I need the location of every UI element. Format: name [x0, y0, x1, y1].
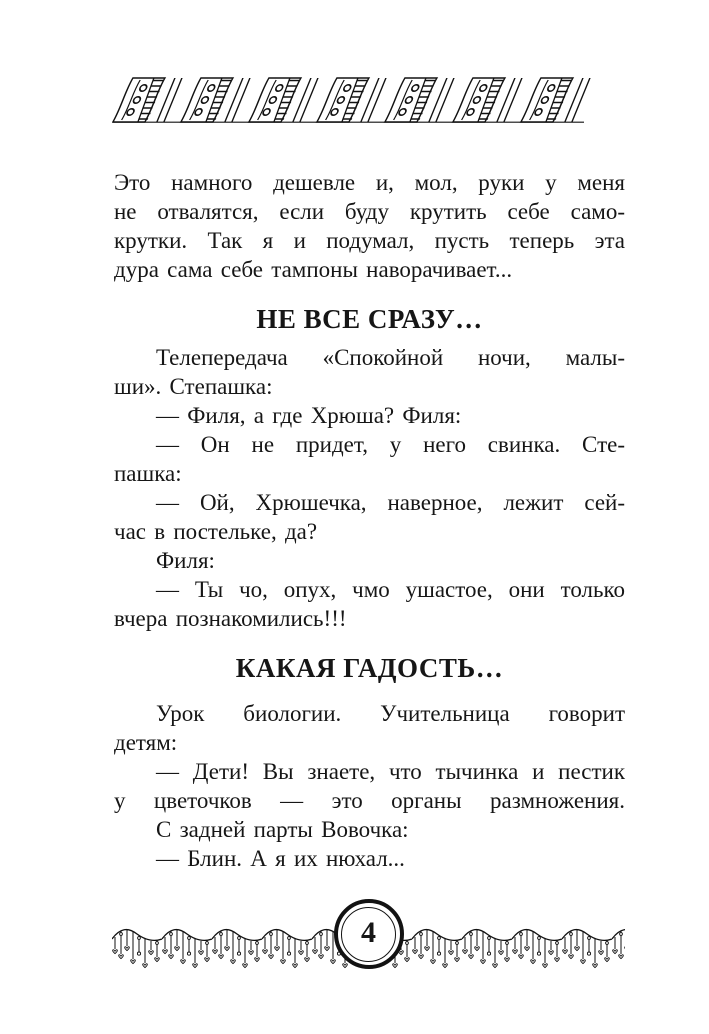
paragraph	[114, 575, 625, 633]
paragraph	[114, 401, 625, 430]
text-line: — Дети! Вы знаете, что тычинка и пестик	[156, 759, 625, 784]
page-number-badge	[334, 899, 404, 969]
intro-paragraph	[114, 168, 625, 284]
section-title-1: НЕ ВСЕ СРАЗУ…	[256, 304, 483, 334]
text-line: вчера познакомились!!!	[114, 606, 347, 631]
text-line: Это намного дешевле и, мол, руки у меня	[114, 170, 625, 195]
page-number-inner-ring	[341, 907, 396, 962]
text-line: Телепередача «Спокойной ночи, малы-	[156, 345, 625, 370]
text-column	[0, 75, 709, 873]
text-line: — Ой, Хрюшечка, наверное, лежит сей-	[156, 490, 625, 515]
paragraph	[114, 844, 625, 873]
page-number: 4	[361, 916, 376, 949]
paragraph	[114, 488, 625, 546]
text-line: Филя:	[156, 548, 215, 573]
text-line: детям:	[114, 730, 178, 755]
text-line: ши». Степашка:	[114, 374, 273, 399]
text-line: у цветочков — это органы размножения.	[114, 788, 625, 813]
section-title-2: КАКАЯ ГАДОСТЬ…	[235, 653, 504, 683]
paragraph	[114, 757, 625, 815]
text-line: крутки. Так я и подумал, пусть теперь эта	[114, 228, 625, 253]
text-line: пашка:	[114, 461, 182, 486]
paragraph	[114, 546, 625, 575]
text-line: — Филя, а где Хрюша? Филя:	[156, 403, 462, 428]
paragraph	[114, 699, 625, 757]
text-line: — Ты чо, опух, чмо ушастое, они только	[156, 577, 625, 602]
text-line: Урок биологии. Учительница говорит	[156, 701, 625, 726]
paragraph	[114, 815, 625, 844]
text-line: — Он не придет, у него свинка. Сте-	[156, 432, 625, 457]
text-line: час в постельке, да?	[114, 519, 318, 544]
paragraph	[114, 343, 625, 401]
paragraph	[114, 430, 625, 488]
header-ornament-icon	[112, 75, 596, 125]
text-line: — Блин. А я их нюхал...	[156, 846, 405, 871]
text-line: С задней парты Вовочка:	[156, 817, 409, 842]
text-line: не отвалятся, если буду крутить себе само-	[114, 199, 625, 224]
page-footer	[112, 899, 625, 979]
text-line: дура сама себе тампоны наворачивает...	[114, 257, 513, 282]
